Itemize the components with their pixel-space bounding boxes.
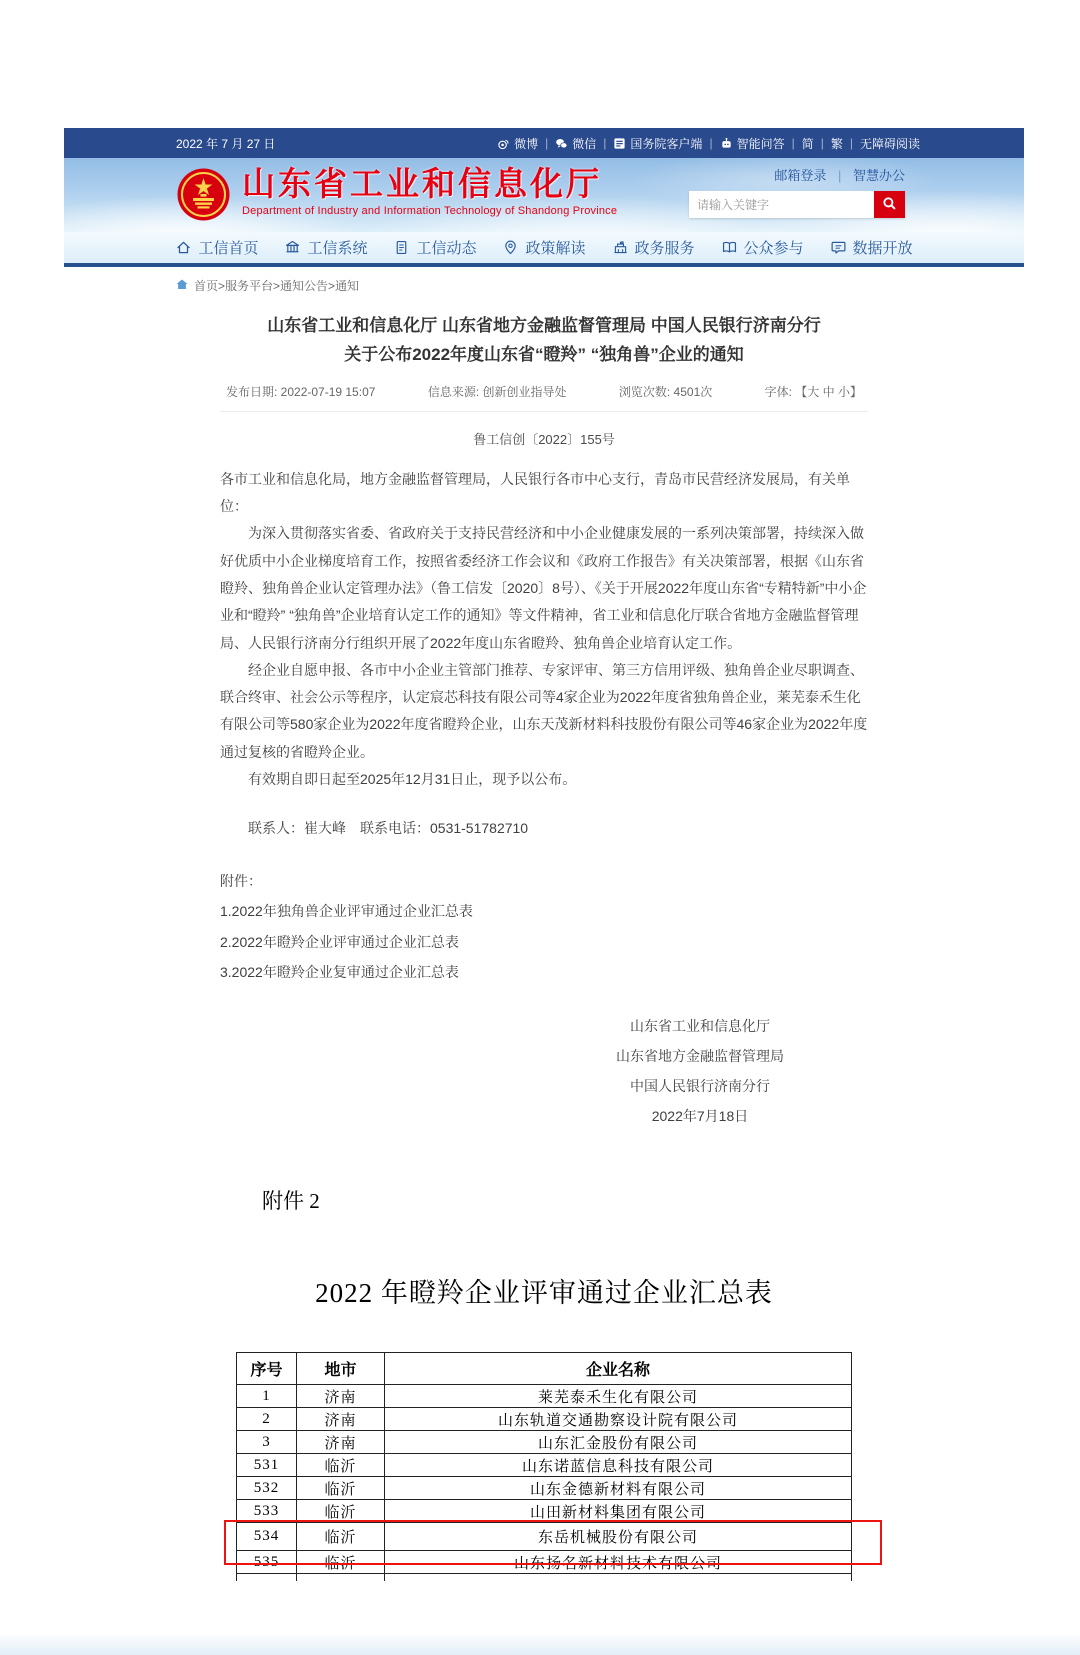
separator: | [820,136,824,150]
site-title: 山东省工业和信息化厅 [242,165,602,202]
nav-item-home[interactable]: 工信首页 [175,237,258,258]
article-title-line2: 关于公布2022年度山东省“瞪羚” “独角兽”企业的通知 [344,344,744,364]
attachment-link-1[interactable]: 1.2022年独角兽企业评审通过企业汇总表 [220,903,473,920]
attachment-2-label: 附件 2 [262,1189,320,1214]
attachments-label: 附件： [220,873,262,890]
topbar-link-gov-client[interactable]: 国务院客户端 [613,135,702,152]
enterprise-table-wrap [236,1352,852,1581]
view-count: 浏览次数: 4501次 [618,384,713,399]
qa-robot-icon [720,137,733,150]
separator: | [791,136,795,150]
separator: | [603,136,607,150]
search-button[interactable] [874,191,905,218]
topbar-link-traditional[interactable]: 繁 [830,136,843,151]
main-nav [64,232,1024,263]
nav-item-data[interactable]: 数据开放 [830,237,913,258]
services-icon [612,239,629,256]
table-header-row [237,1353,852,1385]
attachment-link-3[interactable]: 3.2022年瞪羚企业复审通过企业汇总表 [220,963,459,980]
institution-icon [284,239,301,256]
site-subtitle: Department of Industry and Information Technology of Shandong Province [242,204,618,217]
article-paragraph: 为深入贯彻落实省委、省政府关于支持民营经济和中小企业健康发展的一系列决策部署，持续深入做好优质中小企业梯度培育工作，按照省委经济工作会议和《政府工作报告》有关决策部署，根据《山东省瞪羚、独角兽企业认定管理办法》（鲁工信发〔2020〕8号）、《关于开展2022年度山东省“专精特新”中小企业和“瞪羚” “独角兽”企业培育认定工作的通知》等文件精神，省工业和信息化厅联合省地方金融监督管理局、人民银行济南分行组织开展了2022年度山东省瞪羚、独角兽企业培育认定工作。 [220,525,867,651]
article-paragraph: 有效期自即日起至2025年12月31日止，现予以公布。 [248,771,577,788]
signature-date: 2022年7月18日 [651,1108,749,1124]
table-row: 3 济南 山东汇金股份有限公司 [237,1431,852,1454]
article-body [220,466,868,794]
attachment-link-2[interactable]: 2.2022年瞪羚企业评审通过企业汇总表 [220,933,459,950]
table-row: 532 临沂 山东金德新材料有限公司 [237,1477,852,1500]
table-row: 533 临沂 山田新材料集团有限公司 [237,1500,852,1523]
bottom-fade [0,1633,1080,1655]
enterprise-table [236,1352,852,1581]
document-number: 鲁工信创〔2022〕155号 [473,431,615,447]
topbar-link-simplified[interactable]: 简 [801,136,814,151]
table-row-cutoff [237,1574,852,1581]
site-search [689,191,905,218]
table-row-highlighted: 534 临沂 东岳机械股份有限公司 [237,1523,852,1551]
breadcrumb[interactable]: 首页>服务平台>通知公告>通知 [176,277,1024,294]
search-icon [882,196,897,214]
nav-item-policy[interactable]: 政策解读 [502,237,585,258]
separator: | [545,136,549,150]
topbar-link-accessibility[interactable]: 无障碍阅读 [859,136,920,151]
nav-divider [64,263,1024,267]
site-brand [242,167,617,217]
page-container [64,128,1024,1581]
weibo-icon [497,137,510,150]
news-icon [393,239,410,256]
article-paragraph: 各市工业和信息化局，地方金融监督管理局，人民银行各市中心支行，青岛市民营经济发展局，有关单位： [220,470,850,515]
gov-client-icon [613,137,626,150]
top-utility-bar [64,128,1024,158]
attachments-list [220,866,868,986]
col-header-seq: 序号 [237,1353,297,1385]
national-emblem-icon [176,167,231,222]
participation-icon [721,239,738,256]
current-date: 2022 年 7 月 27 日 [176,136,276,151]
separator: | [849,136,853,150]
table-row: 2 济南 山东轨道交通勘察设计院有限公司 [237,1408,852,1431]
attachment-table-title: 2022 年瞪羚企业评审通过企业汇总表 [315,1278,773,1309]
signature-block [612,1011,788,1131]
mail-login-link[interactable]: 邮箱登录 [774,168,827,183]
topbar-link-smart-qa[interactable]: 智能问答 [720,135,785,152]
home-icon [175,239,192,256]
nav-item-participation[interactable]: 公众参与 [721,237,804,258]
font-size-switcher[interactable]: 字体: 【大 中 小】 [764,384,862,399]
publish-date: 发布日期: 2022-07-19 15:07 [226,384,376,399]
signature-line: 中国人民银行济南分行 [630,1077,770,1094]
wechat-icon [555,137,568,150]
smart-office-link[interactable]: 智慧办公 [852,168,905,183]
nav-item-services[interactable]: 政务服务 [612,237,695,258]
table-row: 1 济南 莱芜泰禾生化有限公司 [237,1385,852,1408]
site-banner [64,158,1024,232]
separator: | [837,168,842,183]
signature-line: 山东省地方金融监督管理局 [616,1047,784,1064]
table-row: 531 临沂 山东诺蓝信息科技有限公司 [237,1454,852,1477]
nav-item-news[interactable]: 工信动态 [393,237,476,258]
nav-item-system[interactable]: 工信系统 [284,237,367,258]
article-paragraph: 经企业自愿申报、各市中小企业主管部门推荐、专家评审、第三方信用评级、独角兽企业尽职调查、联合终审、社会公示等程序，认定宸芯科技有限公司等4家企业为2022年度省独角兽企业，莱芜泰禾生化有限公司等580家企业为2022年度省瞪羚企业，山东天茂新材料科技股份有限公司等46家企业为2022年度通过复核的省瞪羚企业。 [220,661,868,760]
topbar-link-wechat[interactable]: 微信 [555,135,596,152]
attachment-document [220,1185,868,1581]
topbar-link-weibo[interactable]: 微博 [497,135,538,152]
separator: | [709,136,713,150]
policy-icon [502,239,519,256]
article [220,312,868,1581]
contact-info: 联系人：崔大峰 联系电话：0531-51782710 [248,820,529,837]
article-title [220,312,868,370]
col-header-company: 企业名称 [385,1353,852,1385]
table-row: 535 临沂 山东扬名新材料技术有限公司 [237,1551,852,1574]
col-header-city: 地市 [297,1353,385,1385]
home-small-icon [176,279,188,293]
data-icon [830,239,847,256]
info-source: 信息来源: 创新创业指导处 [427,384,567,399]
search-input[interactable] [689,191,874,218]
article-meta [220,383,868,412]
signature-line: 山东省工业和信息化厅 [630,1017,770,1034]
article-title-line1: 山东省工业和信息化厅 山东省地方金融监督管理局 中国人民银行济南分行 [267,316,821,335]
